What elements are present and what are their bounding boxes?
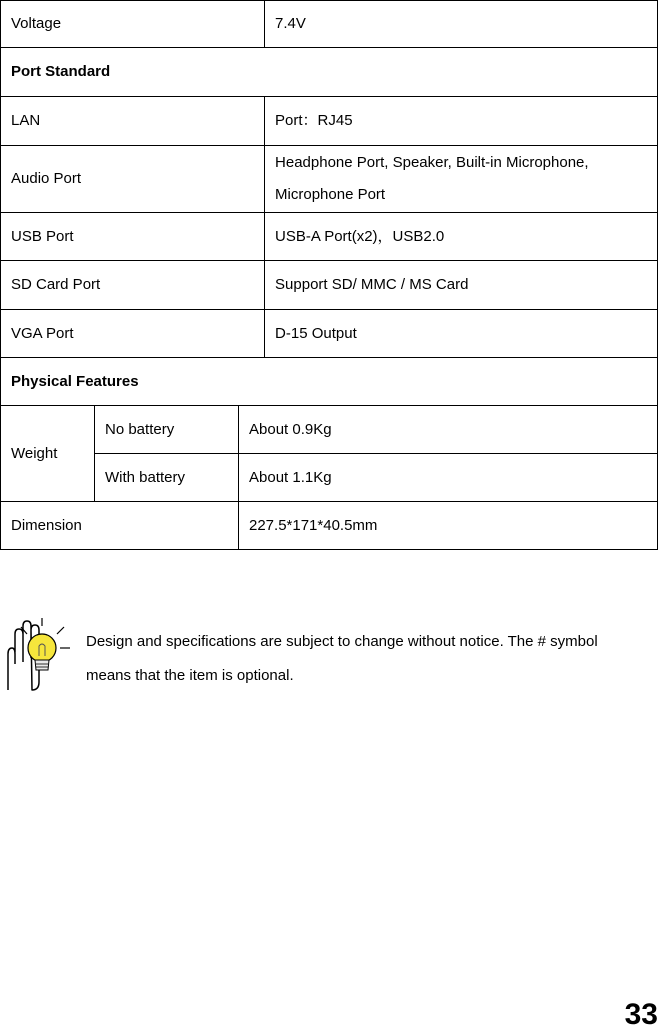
weight-no-battery-label: No battery <box>95 406 239 454</box>
vga-port-label: VGA Port <box>1 310 265 358</box>
table-row <box>1 454 658 502</box>
audio-port-value-line2: Microphone Port <box>275 186 386 203</box>
weight-with-battery-value: About 1.1Kg <box>239 454 658 502</box>
voltage-value: 7.4V <box>265 1 658 48</box>
section-row <box>1 358 658 406</box>
usb-port-label: USB Port <box>1 213 265 261</box>
audio-port-value <box>265 146 658 213</box>
dimension-value: 227.5*171*40.5mm <box>239 502 658 550</box>
table-row <box>1 1 658 48</box>
lan-value: Port：RJ45 <box>265 97 658 146</box>
sd-card-port-label: SD Card Port <box>1 261 265 310</box>
weight-no-battery-value: About 0.9Kg <box>239 406 658 454</box>
table-row <box>1 310 658 358</box>
dimension-label: Dimension <box>1 502 239 550</box>
table-row <box>1 146 658 213</box>
note-text <box>86 625 658 693</box>
sd-card-port-value: Support SD/ MMC / MS Card <box>265 261 658 310</box>
table-row <box>1 502 658 550</box>
note-block <box>0 600 661 710</box>
note-text-line2: means that the item is optional. <box>86 667 294 684</box>
weight-with-battery-label: With battery <box>95 454 239 502</box>
table-row <box>1 97 658 146</box>
page-number: 33 <box>624 998 658 1031</box>
table-row <box>1 213 658 261</box>
table-row <box>1 406 658 454</box>
lan-label: LAN <box>1 97 265 146</box>
voltage-label: Voltage <box>1 1 265 48</box>
section-row <box>1 48 658 97</box>
audio-port-value-line1: Headphone Port, Speaker, Built-in Microphone, <box>275 154 589 171</box>
usb-port-value: USB-A Port(x2)，USB2.0 <box>265 213 658 261</box>
vga-port-value: D-15 Output <box>265 310 658 358</box>
note-text-line1: Design and specifications are subject to change without notice. The # symbol <box>86 633 598 650</box>
table-row <box>1 261 658 310</box>
hand-lightbulb-icon <box>2 612 72 692</box>
section-port-standard: Port Standard <box>1 48 658 97</box>
section-physical-features: Physical Features <box>1 358 658 406</box>
weight-label: Weight <box>1 406 95 502</box>
audio-port-label: Audio Port <box>1 146 265 213</box>
